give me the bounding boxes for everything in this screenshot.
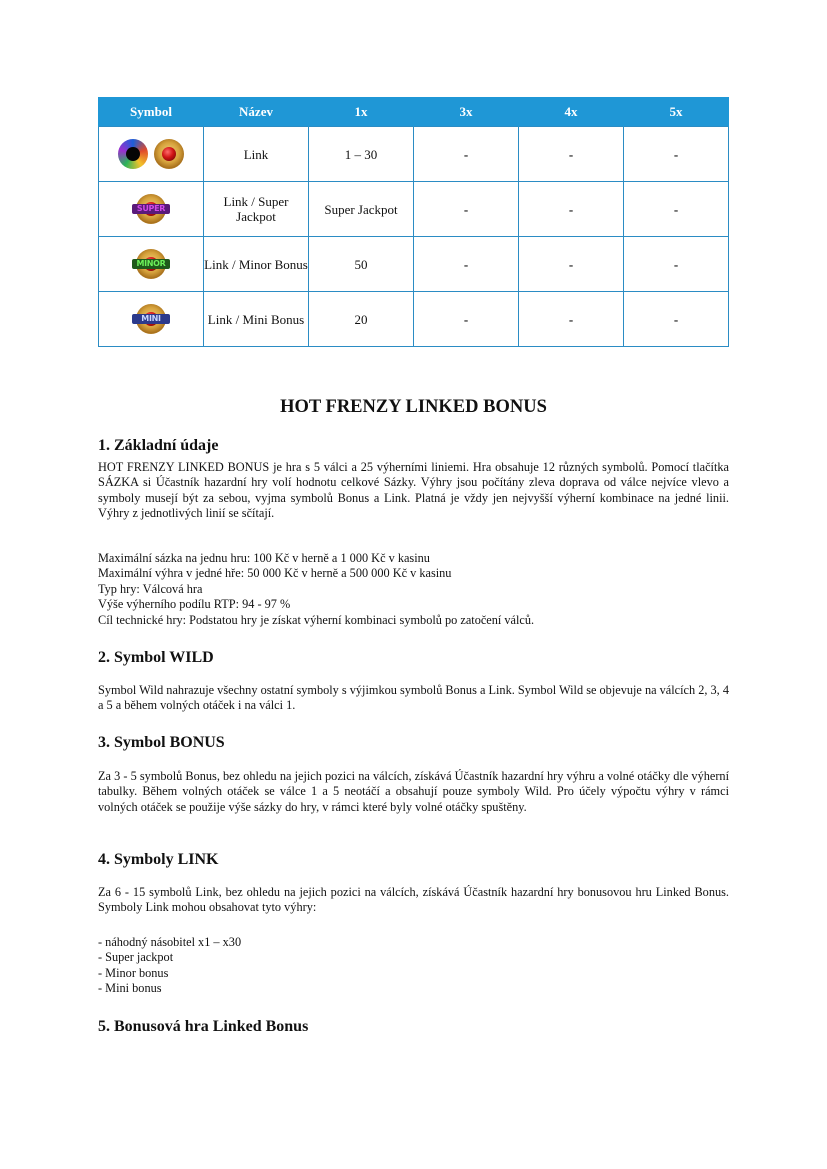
list-item: - Mini bonus bbox=[98, 981, 162, 996]
section-paragraph-bonus: Za 3 - 5 symbolů Bonus, bez ohledu na jejich pozici na válcích, získává Účastník hazardní hry výhru a volné otáčky dle výherní tabulky. Během volných otáček se válce 1 a 5 neotáčí a obsahují pouze symboly Wild. Pro účely výpočtu výhry v rámci volných otáček se použije výše sázky do hry, v rámci které byly volné otáčky spuštěny. bbox=[98, 769, 729, 814]
table-row bbox=[99, 237, 729, 292]
symbol-cell bbox=[99, 182, 204, 237]
column-header-3x: 3x bbox=[414, 97, 519, 127]
payout-5x-cell: - bbox=[624, 127, 729, 182]
column-header-1x: 1x bbox=[309, 97, 414, 127]
section-paragraph-basic-info: HOT FRENZY LINKED BONUS je hra s 5 válci a 25 výherními liniemi. Hra obsahuje 12 různých symbolů. Pomocí tlačítka SÁZKA si Účastník hazardní hry volí hodnotu celkové Sázky. Výhry jsou počítány zleva doprava od válce nejvíce vlevo a symboly musejí být za sebou, vyjma symbolů Bonus a Link. Platná je vždy jen nejvyšší výherní kombinace na jedné linii. Výhry z jednotlivých linií se sčítají. bbox=[98, 460, 729, 521]
name-cell: Link / Minor Bonus bbox=[204, 237, 309, 292]
payout-3x-cell: - bbox=[414, 127, 519, 182]
list-item: - náhodný násobitel x1 – x30 bbox=[98, 935, 242, 949]
paytable-header-row bbox=[99, 97, 729, 127]
section-paragraph-link: Za 6 - 15 symbolů Link, bez ohledu na jejich pozici na válcích, získává Účastník hazardní hry bonusovou hru Linked Bonus. Symboly Link mohou obsahovat tyto výhry: bbox=[98, 885, 729, 915]
payout-4x-cell: - bbox=[519, 292, 624, 347]
section-heading-bonus: 3. Symbol BONUS bbox=[98, 734, 225, 751]
payout-5x-cell: - bbox=[624, 182, 729, 237]
column-header-4x: 4x bbox=[519, 97, 624, 127]
payout-1x-cell: 50 bbox=[309, 237, 414, 292]
list-item: - Super jackpot bbox=[98, 950, 174, 965]
name-cell: Link / Super Jackpot bbox=[204, 182, 309, 237]
paytable bbox=[98, 97, 729, 347]
section-paragraph-wild: Symbol Wild nahrazuje všechny ostatní symboly s výjimkou symbolů Bonus a Link. Symbol Wild se objevuje na válcích 2, 3, 4 a 5 a během volných otáček i na válci 1. bbox=[98, 683, 729, 713]
name-cell: Link / Mini Bonus bbox=[204, 292, 309, 347]
table-row bbox=[99, 127, 729, 182]
payout-1x-cell: 1 – 30 bbox=[309, 127, 414, 182]
link-ruby-coin-icon bbox=[154, 139, 184, 169]
mini-bonus-coin-icon: MINI bbox=[136, 304, 166, 334]
document-title: HOT FRENZY LINKED BONUS bbox=[280, 397, 547, 417]
minor-bonus-coin-icon: MINOR bbox=[136, 249, 166, 279]
payout-3x-cell: - bbox=[414, 292, 519, 347]
payout-5x-cell: - bbox=[624, 292, 729, 347]
payout-3x-cell: - bbox=[414, 237, 519, 292]
table-row bbox=[99, 182, 729, 237]
symbol-cell bbox=[99, 237, 204, 292]
section-heading-link: 4. Symboly LINK bbox=[98, 851, 219, 868]
symbol-cell bbox=[99, 127, 204, 182]
super-jackpot-coin-icon: SUPER bbox=[136, 194, 166, 224]
link-swirl-coin-icon bbox=[118, 139, 148, 169]
column-header-symbol: Symbol bbox=[99, 97, 204, 127]
payout-3x-cell: - bbox=[414, 182, 519, 237]
symbol-cell bbox=[99, 292, 204, 347]
section-heading-wild: 2. Symbol WILD bbox=[98, 649, 214, 666]
fact-rtp: Výše výherního podílu RTP: 94 - 97 % bbox=[98, 597, 291, 612]
fact-max-bet: Maximální sázka na jednu hru: 100 Kč v herně a 1 000 Kč v kasinu bbox=[98, 551, 430, 565]
fact-game-goal: Cíl technické hry: Podstatou hry je získat výherní kombinaci symbolů po zatočení válců. bbox=[98, 612, 535, 627]
payout-4x-cell: - bbox=[519, 182, 624, 237]
fact-game-type: Typ hry: Válcová hra bbox=[98, 581, 203, 596]
name-cell: Link bbox=[204, 127, 309, 182]
list-item: - Minor bonus bbox=[98, 965, 169, 980]
table-row bbox=[99, 292, 729, 347]
payout-4x-cell: - bbox=[519, 127, 624, 182]
section-heading-basic-info: 1. Základní údaje bbox=[98, 437, 219, 454]
section-heading-linked-bonus: 5. Bonusová hra Linked Bonus bbox=[98, 1018, 309, 1035]
payout-1x-cell: Super Jackpot bbox=[309, 182, 414, 237]
column-header-name: Název bbox=[204, 97, 309, 127]
column-header-5x: 5x bbox=[624, 97, 729, 127]
payout-1x-cell: 20 bbox=[309, 292, 414, 347]
payout-4x-cell: - bbox=[519, 237, 624, 292]
payout-5x-cell: - bbox=[624, 237, 729, 292]
link-wins-list bbox=[98, 935, 729, 997]
facts-list bbox=[98, 551, 729, 628]
fact-max-win: Maximální výhra v jedné hře: 50 000 Kč v herně a 500 000 Kč v kasinu bbox=[98, 566, 452, 581]
